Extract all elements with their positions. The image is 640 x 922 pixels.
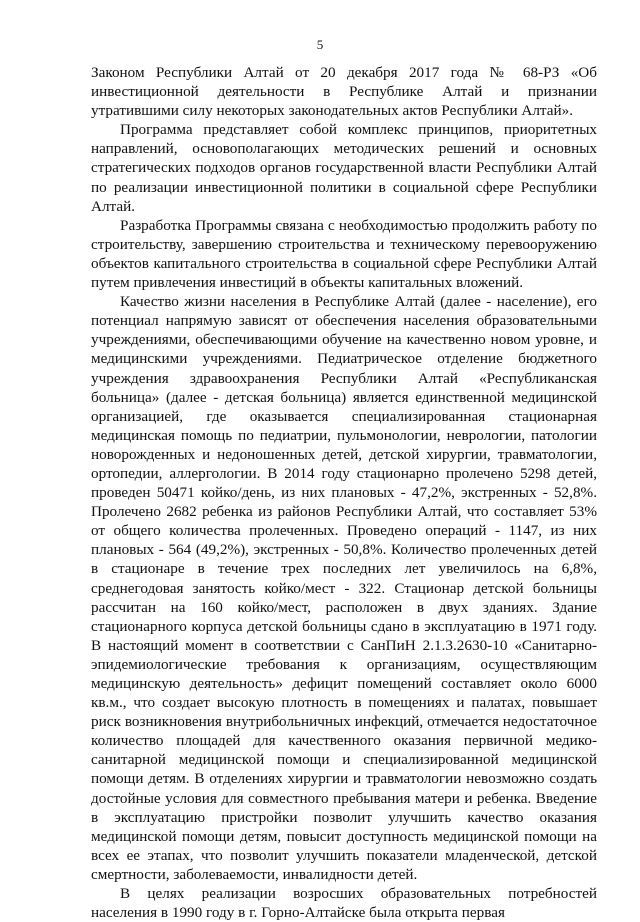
paragraph-childrens-hospital: Качество жизни населения в Республике Алтай (далее - население), его потенциал напрямую зависят от обеспечения населения образовательными учреждениями, обеспечивающими обучение на качественно новом уровне, и медицинскими учреждениями. Педиатрическое отделение бюджетного учреждения здравоохранения Республики Алтай «Республиканская больница» (далее - детская больница) является единственной медицинской организацией, где оказывается специализированная стационарная медицинская помощь по педиатрии, пульмонологии, неврологии, патологии новорожденных и недоношенных детей, детской хирургии, травматологии, ортопедии, аллергологии. В 2014 году стационарно пролечено 5298 детей, проведен 50471 койко/день, из них плановых - 47,2%, экстренных - 52,8%. Пролечено 2682 ребенка из районов Республики Алтай, что составляет 53% от общего количества пролеченных. Проведено операций - 1147, из них плановых - 564 (49,2%), экстренных - 50,8%. Количество пролеченных детей в стационаре в течение трех последних лет увеличилось на 6,8%, среднегодовая занятость койко/мест - 322. Стационар детской больницы рассчитан на 160 койко/мест, расположен в двух зданиях. Здание стационарного корпуса детской больницы сдано в эксплуатацию в 1971 году. В настоящий момент в соответствии с СанПиН 2.1.3.2630-10 «Санитарно-эпидемиологические требования к организациям, осуществляющим медицинскую деятельность» дефицит помещений составляет около 6000 кв.м., что создает высокую плотность в помещениях и палатах, повышает риск возникновения внутрибольничных инфекций, отмечается недостаточное количество площадей для качественного оказания первичной медико-санитарной медицинской помощи и специализированной медицинской помощи детям. В отделениях хирургии и травматологии невозможно создать достойные условия для совместного пребывания матери и ребенка. Введение в эксплуатацию пристройки позволит улучшить качество оказания медицинской помощи детям, повысит доступность медицинской помощи на всех ее этапах, что позволит улучшить показатели младенческой, детской смертности, заболеваемости, инвалидности детей. [91, 293, 597, 883]
paragraph-education-needs: В целях реализации возросших образовательных потребностей населения в 1990 году в г. Горно-Алтайске была открыта первая [91, 885, 597, 922]
paragraph-law-reference: Законом Республики Алтай от 20 декабря 2017 года № 68-РЗ «Об инвестиционной деятельности в Республике Алтай и признании утратившими силу некоторых законодательных актов Республики Алтай». [91, 64, 597, 120]
paragraph-program-definition: Программа представляет собой комплекс принципов, приоритетных направлений, основополагающих методических решений и основных стратегических подходов органов государственной власти Республики Алтай по реализации инвестиционной политики в социальной сфере Республики Алтай. [91, 121, 597, 215]
document-body [91, 63, 597, 922]
paragraph-program-purpose: Разработка Программы связана с необходимостью продолжить работу по строительству, завершению строительства и техническому перевооружению объектов капитального строительства в социальной сфере Республики Алтай путем привлечения инвестиций в объекты капитальных вложений. [91, 216, 597, 292]
page-number: 5 [316, 37, 324, 52]
